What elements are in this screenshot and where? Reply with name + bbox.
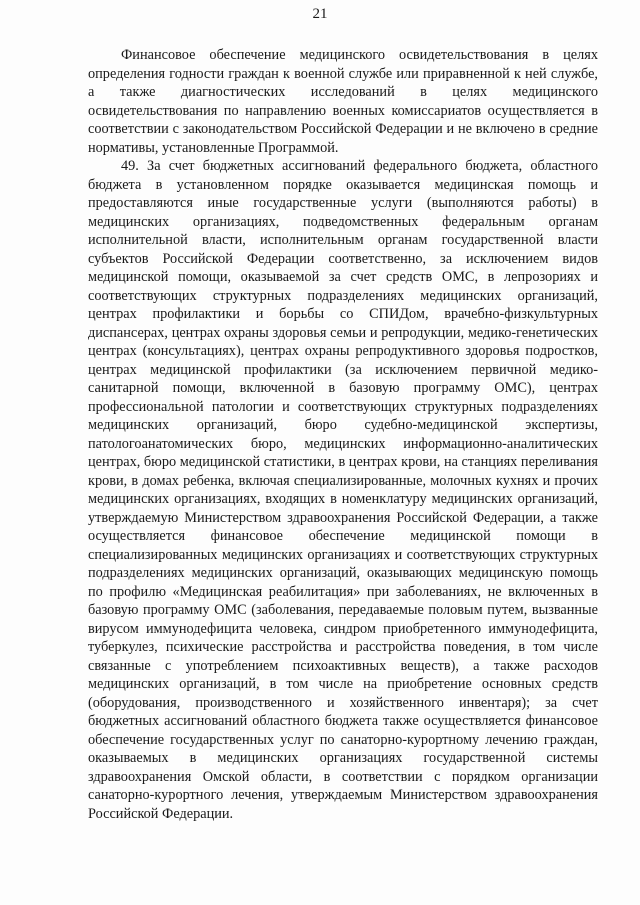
page-number: 21 bbox=[312, 6, 328, 22]
paragraph-financing-medical-examination: Финансовое обеспечение медицинского освидетельствования в целях определения годности граждан к военной службе или приравненной к ней службе, а также диагностических исследований в целях медицинского освидетельствования по направлению военных комиссариатов осуществляется в соответствии с законодательством Российской Федерации и не включено в средние нормативы, установленные Программой. bbox=[88, 47, 598, 156]
document-body bbox=[88, 46, 598, 823]
paragraph-49-budget-allocations: 49. За счет бюджетных ассигнований федерального бюджета, областного бюджета в установленном порядке оказывается медицинская помощь и предоставляются иные государственные услуги (выполняются работы) в медицинских организациях, подведомственных федеральным органам исполнительной власти, исполнительным органам государственной власти субъектов Российской Федерации соответственно, за исключением видов медицинской помощи, оказываемой за счет средств ОМС, в лепрозориях и соответствующих структурных подразделениях медицинских организаций, центрах профилактики и борьбы со СПИДом, врачебно-физкультурных диспансерах, центрах охраны здоровья семьи и репродукции, медико-генетических центрах (консультациях), центрах охраны репродуктивного здоровья подростков, центрах медицинской профилактики (за исключением первичной медико-санитарной помощи, включенной в базовую программу ОМС), центрах профессиональной патологии и соответствующих структурных подразделениях медицинских организаций, бюро судебно-медицинской экспертизы, патологоанатомических бюро, медицинских информационно-аналитических центрах, бюро медицинской статистики, в центрах крови, на станциях переливания крови, в домах ребенка, включая специализированные, молочных кухнях и прочих медицинских организациях, входящих в номенклатуру медицинских организаций, утверждаемую Министерством здравоохранения Российской Федерации, а также осуществляется финансовое обеспечение медицинской помощи в специализированных медицинских организациях и соответствующих структурных подразделениях медицинских организаций, оказывающих медицинскую помощь по профилю «Медицинская реабилитация» при заболеваниях, не включенных в базовую программу ОМС (заболевания, передаваемые половым путем, вызванные вирусом иммунодефицита человека, синдром приобретенного иммунодефицита, туберкулез, психические расстройства и расстройства поведения, в том числе связанные с употреблением психоактивных веществ), а также расходов медицинских организаций, в том числе на приобретение основных средств (оборудования, производственного и хозяйственного инвентаря); за счет бюджетных ассигнований областного бюджета также осуществляется финансовое обеспечение государственных услуг по санаторно-курортному лечению граждан, оказываемых в медицинских организациях государственной системы здравоохранения Омской области, в соответствии с порядком организации санаторно-курортного лечения, утверждаемым Министерством здравоохранения Российской Федерации. bbox=[88, 158, 598, 822]
